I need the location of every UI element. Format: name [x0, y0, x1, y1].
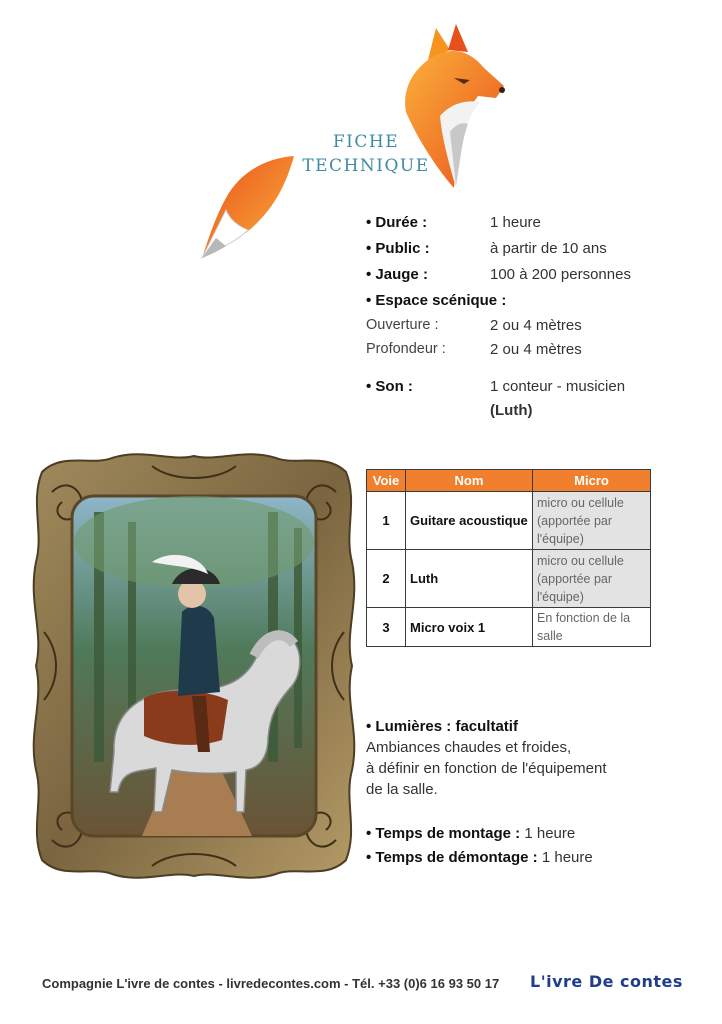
cell-voie: 1	[367, 492, 406, 550]
son-value: 1 conteur - musicien	[490, 378, 626, 395]
baroque-frame-illustration	[32, 452, 356, 880]
header-nom: Nom	[406, 470, 533, 492]
montage-value: 1 heure	[520, 825, 576, 842]
table-header-row	[367, 470, 651, 492]
duree-label: • Durée :	[366, 214, 428, 231]
son-value-2: (Luth)	[490, 402, 533, 419]
header-micro: Micro	[533, 470, 651, 492]
profondeur-value: 2 ou 4 mètres	[490, 341, 582, 358]
duree-value: 1 heure	[490, 214, 541, 231]
montage-label: • Temps de montage :	[366, 825, 521, 842]
cell-micro: micro ou cellule (apportée par l'équipe)	[533, 492, 651, 550]
lower-section	[366, 716, 696, 870]
son-label: • Son :	[366, 378, 413, 395]
lumieres-line-2: à définir en fonction de l'équipement	[366, 760, 607, 777]
footer-contact: Compagnie L'ivre de contes - livredecontes.com - Tél. +33 (0)6 16 93 50 17	[42, 976, 500, 991]
table-row	[367, 550, 651, 608]
ouverture-value: 2 ou 4 mètres	[490, 317, 582, 334]
jauge-value: 100 à 200 personnes	[490, 266, 631, 283]
cell-nom: Guitare acoustique	[406, 492, 533, 550]
title-line-1: FICHE	[332, 132, 400, 152]
lumieres-line-1: Ambiances chaudes et froides,	[366, 739, 572, 756]
page-title	[296, 130, 436, 178]
table-row	[367, 492, 651, 550]
demontage-row	[366, 846, 696, 870]
channel-table	[366, 469, 651, 647]
cell-nom: Micro voix 1	[406, 608, 533, 647]
lumieres-line-3: de la salle.	[366, 781, 438, 798]
header-voie: Voie	[367, 470, 406, 492]
espace-label: • Espace scénique :	[366, 292, 507, 309]
lumieres-label: • Lumières : facultatif	[366, 718, 518, 735]
jauge-label: • Jauge :	[366, 266, 428, 283]
demontage-label: • Temps de démontage :	[366, 849, 538, 866]
table-row	[367, 608, 651, 647]
demontage-value: 1 heure	[537, 849, 593, 866]
fox-tail-icon	[196, 150, 300, 266]
public-label: • Public :	[366, 240, 430, 257]
cell-micro: En fonction de la salle	[533, 608, 651, 647]
ouverture-label: Ouverture :	[366, 317, 439, 333]
cell-nom: Luth	[406, 550, 533, 608]
cell-voie: 2	[367, 550, 406, 608]
public-value: à partir de 10 ans	[490, 240, 607, 257]
montage-row	[366, 822, 696, 846]
brand-logo: L'ivre De contes	[530, 972, 683, 991]
cell-micro: micro ou cellule (apportée par l'équipe)	[533, 550, 651, 608]
cell-voie: 3	[367, 608, 406, 647]
title-line-2: TECHNIQUE	[302, 156, 430, 176]
profondeur-label: Profondeur :	[366, 341, 446, 357]
